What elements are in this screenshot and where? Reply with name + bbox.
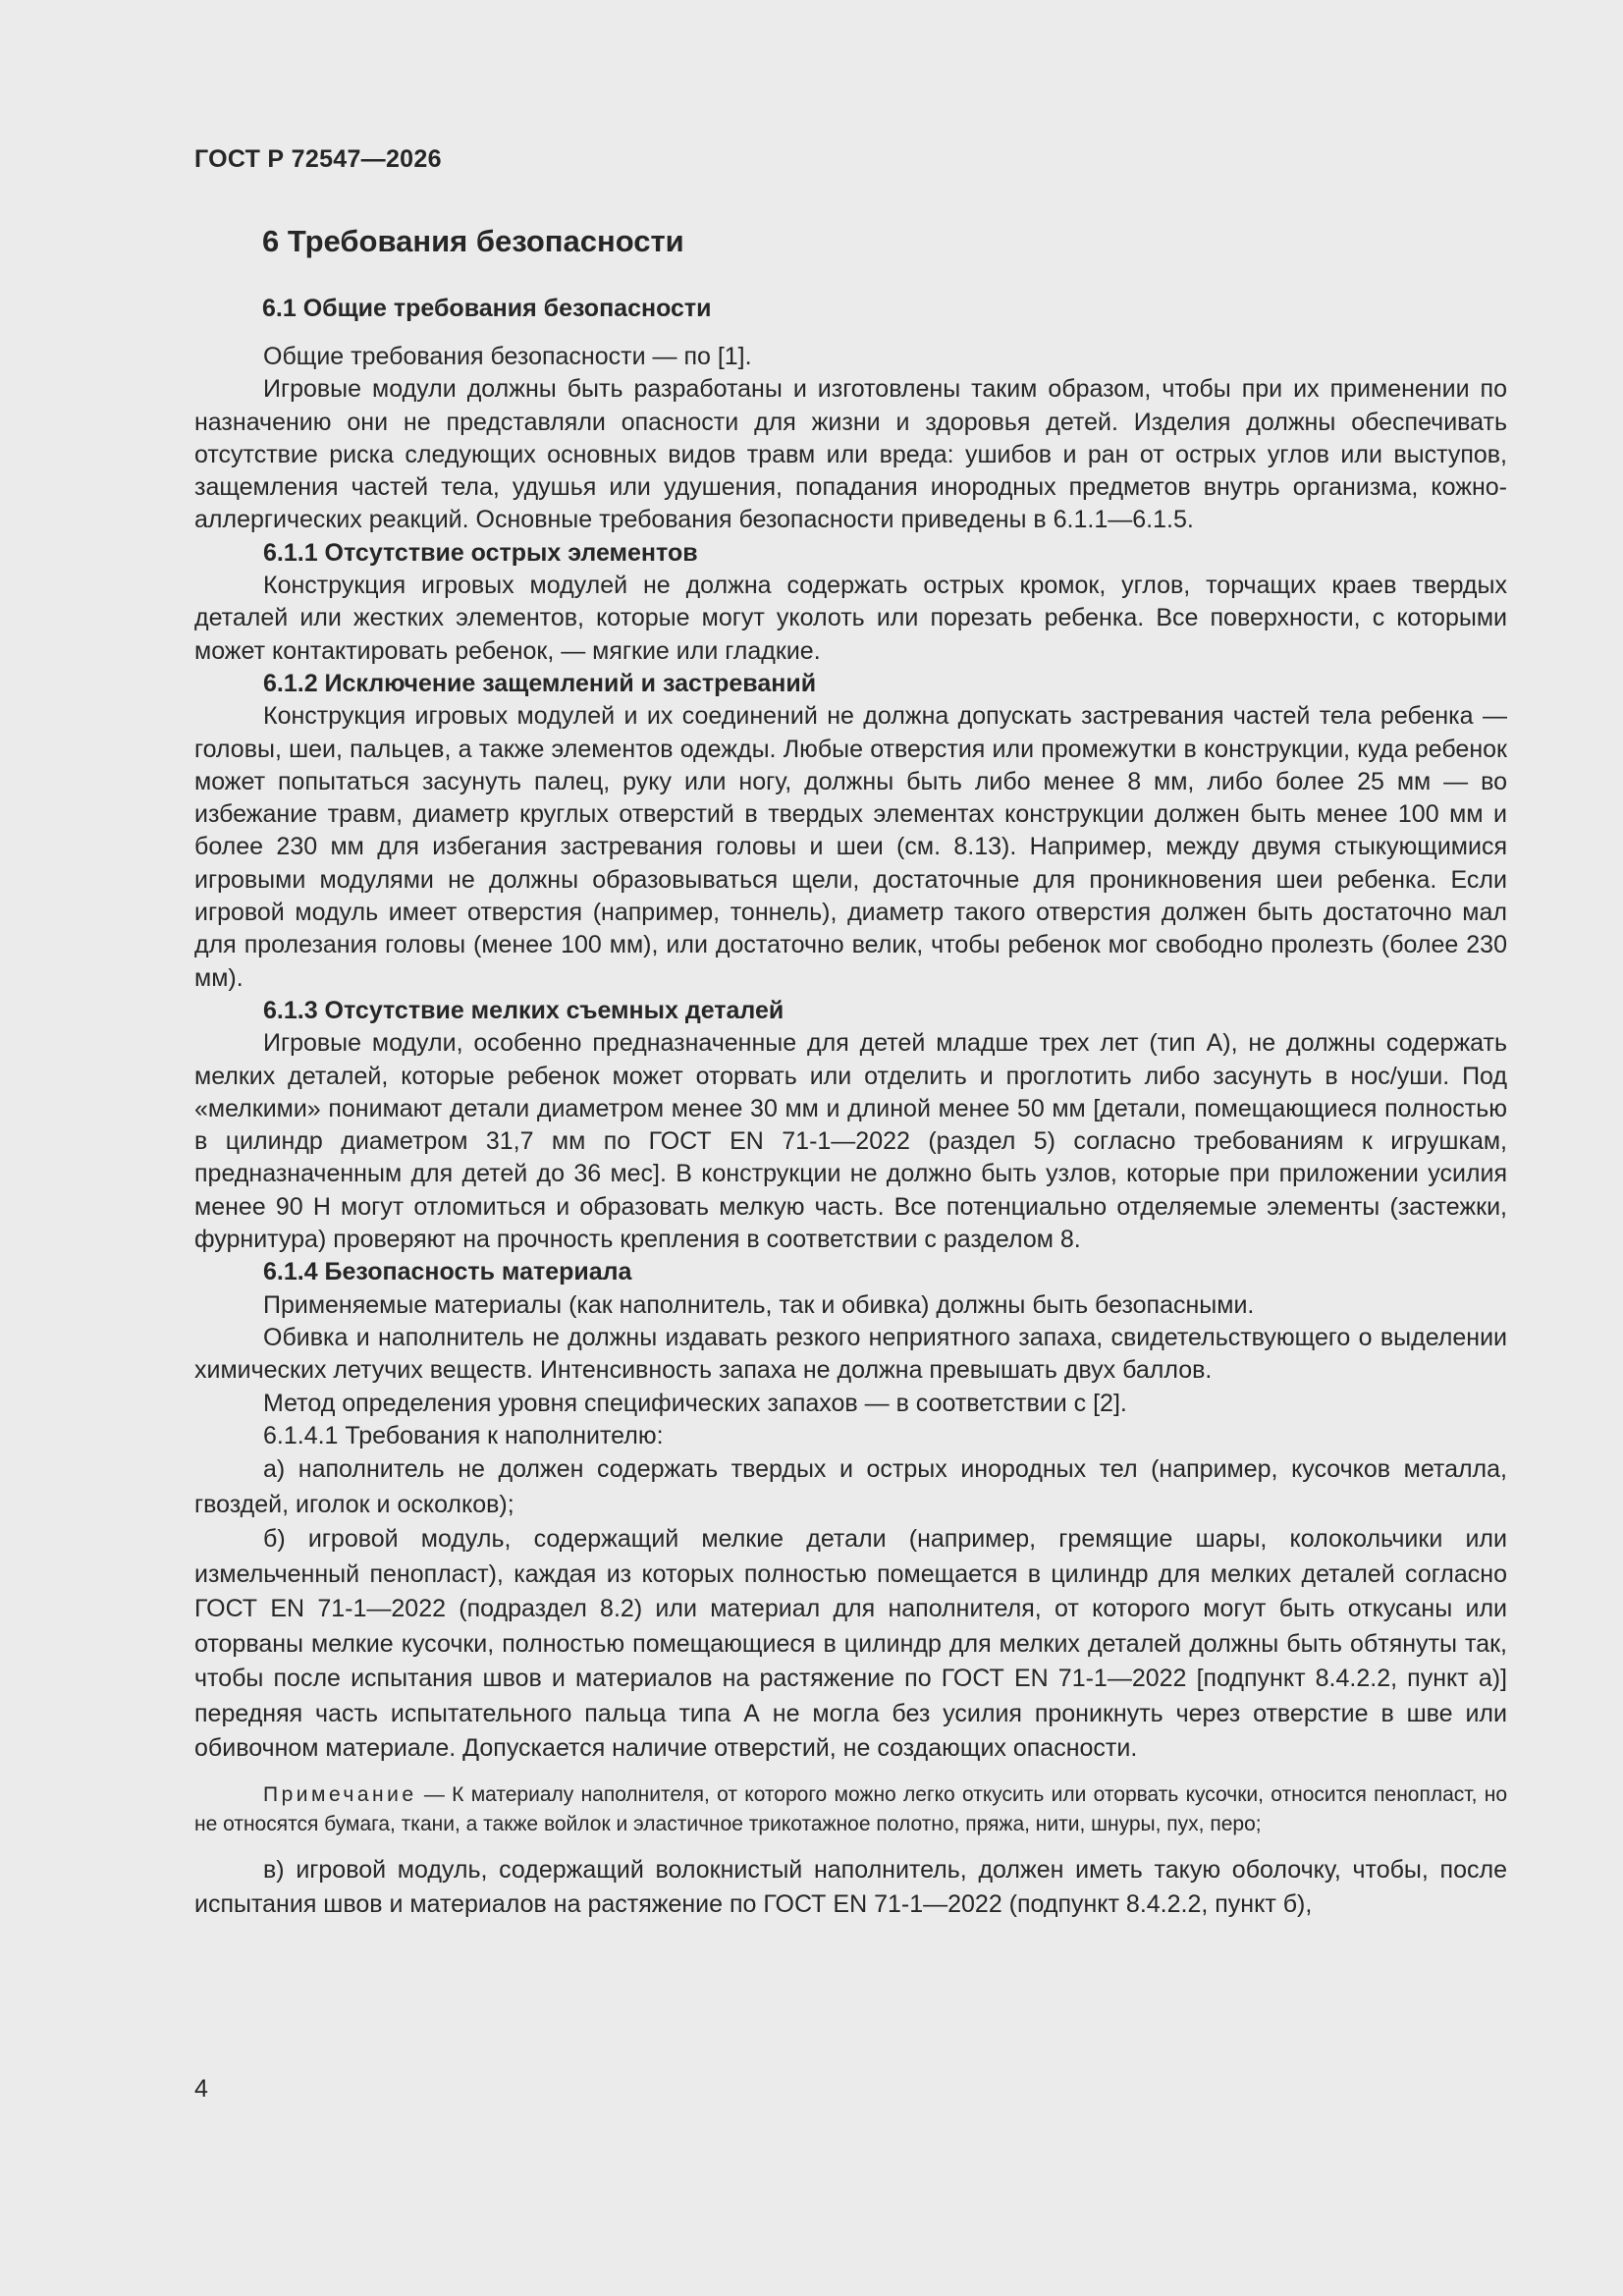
paragraph-6-1-4-method: Метод определения уровня специфических запахов — в соответствии с [2]. xyxy=(263,1389,1127,1417)
list-item-b: б) игровой модуль, содержащий мелкие детали (например, гремящие шары, колокольчики или измельченный пенопласт), каждая из которых полностью помещается в цилиндр для мелких деталей согласно ГОСТ EN 71-1—2022 (подраздел 8.2) или материал для наполнителя, от которого могут быть откусаны или оторваны мелкие кусочки, полностью помещающиеся в цилиндр для мелких деталей должны быть обтянуты так, чтобы после испытания швов и материалов на растяжение по ГОСТ EN 71-1—2022 [подпункт 8.4.2.2, пункт а)] передняя часть испытательного пальца типа А не могла без усилия проникнуть через отверстие в шве или обивочном материале. Допускается наличие отверстий, не создающих опасности. xyxy=(194,1525,1507,1763)
document-header-id: ГОСТ Р 72547—2026 xyxy=(194,145,442,173)
list-item-a: а) наполнитель не должен содержать твердых и острых инородных тел (например, кусочков металла, гвоздей, иголок и осколков); xyxy=(194,1455,1507,1518)
page-number: 4 xyxy=(194,2075,208,2103)
heading-6-1-1: 6.1.1 Отсутствие острых элементов xyxy=(263,538,698,567)
note xyxy=(194,1780,1507,1839)
heading-6-1-4: 6.1.4 Безопасность материала xyxy=(263,1258,632,1286)
heading-6-1-2: 6.1.2 Исключение защемлений и застреваний xyxy=(263,669,817,697)
list-item-v: в) игровой модуль, содержащий волокнистый наполнитель, должен иметь такую оболочку, чтобы, после испытания швов и материалов на растяжение по ГОСТ EN 71-1—2022 (подпункт 8.4.2.2, пункт б), xyxy=(194,1855,1507,1919)
subsection-title: 6.1 Общие требования безопасности xyxy=(262,295,712,322)
heading-6-1-4-1: 6.1.4.1 Требования к наполнителю: xyxy=(263,1421,664,1449)
paragraph-6-1-2: Конструкция игровых модулей и их соединений не должна допускать застревания частей тела ребенка — головы, шеи, пальцев, а также элементов одежды. Любые отверстия или промежутки в конструкции, куда ребенок может попытаться засунуть палец, руку или ногу, должны быть либо менее 8 мм, либо более 25 мм — во избежание травм, диаметр круглых отверстий в твердых элементах конструкции должен быть менее 100 мм и более 230 мм для избегания застревания головы и шеи (см. 8.13). Например, между двумя стыкующимися игровыми модулями не должны образовываться щели, достаточные для проникновения шеи ребенка. Если игровой модуль имеет отверстия (например, тоннель), диаметр такого отверстия должен быть достаточно мал для пролезания головы (менее 100 мм), или достаточно велик, чтобы ребенок мог свободно пролезть (более 230 мм). xyxy=(194,702,1507,992)
paragraph-6-1-4-materials: Применяемые материалы (как наполнитель, так и обивка) должны быть безопасными. xyxy=(263,1290,1255,1319)
paragraph-general-ref: Общие требования безопасности — по [1]. xyxy=(263,343,752,370)
document-body xyxy=(194,341,1507,1923)
paragraph-6-1-3: Игровые модули, особенно предназначенные для детей младше трех лет (тип А), не должны содержать мелких деталей, которые ребенок может оторвать или отделить и проглотить либо засунуть в нос/уши. Под «мелкими» понимают детали диаметром менее 30 мм и длиной менее 50 мм [детали, помещающиеся полностью в цилиндр диаметром 31,7 мм по ГОСТ EN 71-1—2022 (раздел 5) согласно требованиям к игрушкам, предназначенным для детей до 36 мес]. В конструкции не должно быть узлов, которые при приложении усилия менее 90 Н могут отломиться и образовать мелкую часть. Все потенциально отделяемые элементы (застежки, фурнитура) проверяют на прочность крепления в соответствии с разделом 8. xyxy=(194,1029,1507,1254)
heading-6-1-3: 6.1.3 Отсутствие мелких съемных деталей xyxy=(263,996,784,1024)
note-label: Примечание xyxy=(263,1782,417,1806)
section-title: 6 Требования безопасности xyxy=(262,224,684,258)
paragraph-6-1-1: Конструкция игровых модулей не должна содержать острых кромок, углов, торчащих краев твердых деталей или жестких элементов, которые могут уколоть или порезать ребенка. Все поверхности, с которыми может контактировать ребенок, — мягкие или гладкие. xyxy=(194,572,1507,665)
paragraph-6-1-4-odor: Обивка и наполнитель не должны издавать резкого неприятного запаха, свидетельствующего о выделении химических летучих веществ. Интенсивность запаха не должна превышать двух баллов. xyxy=(194,1323,1507,1385)
note-text: — К материалу наполнителя, от которого можно легко откусить или оторвать кусочки, относится пенопласт, но не относятся бумага, ткани, а также войлок и эластичное трикотажное полотно, пряжа, нити, шнуры, пух, перо; xyxy=(194,1782,1507,1835)
paragraph-general-requirements: Игровые модули должны быть разработаны и изготовлены таким образом, чтобы при их применении по назначению они не представляли опасности для жизни и здоровья детей. Изделия должны обеспечивать отсутствие риска следующих основных видов травм или вреда: ушибов и ран от острых углов или выступов, защемления частей тела, удушья или удушения, попадания инородных предметов внутрь организма, кожно-аллергических реакций. Основные требования безопасности приведены в 6.1.1—6.1.5. xyxy=(194,375,1507,534)
